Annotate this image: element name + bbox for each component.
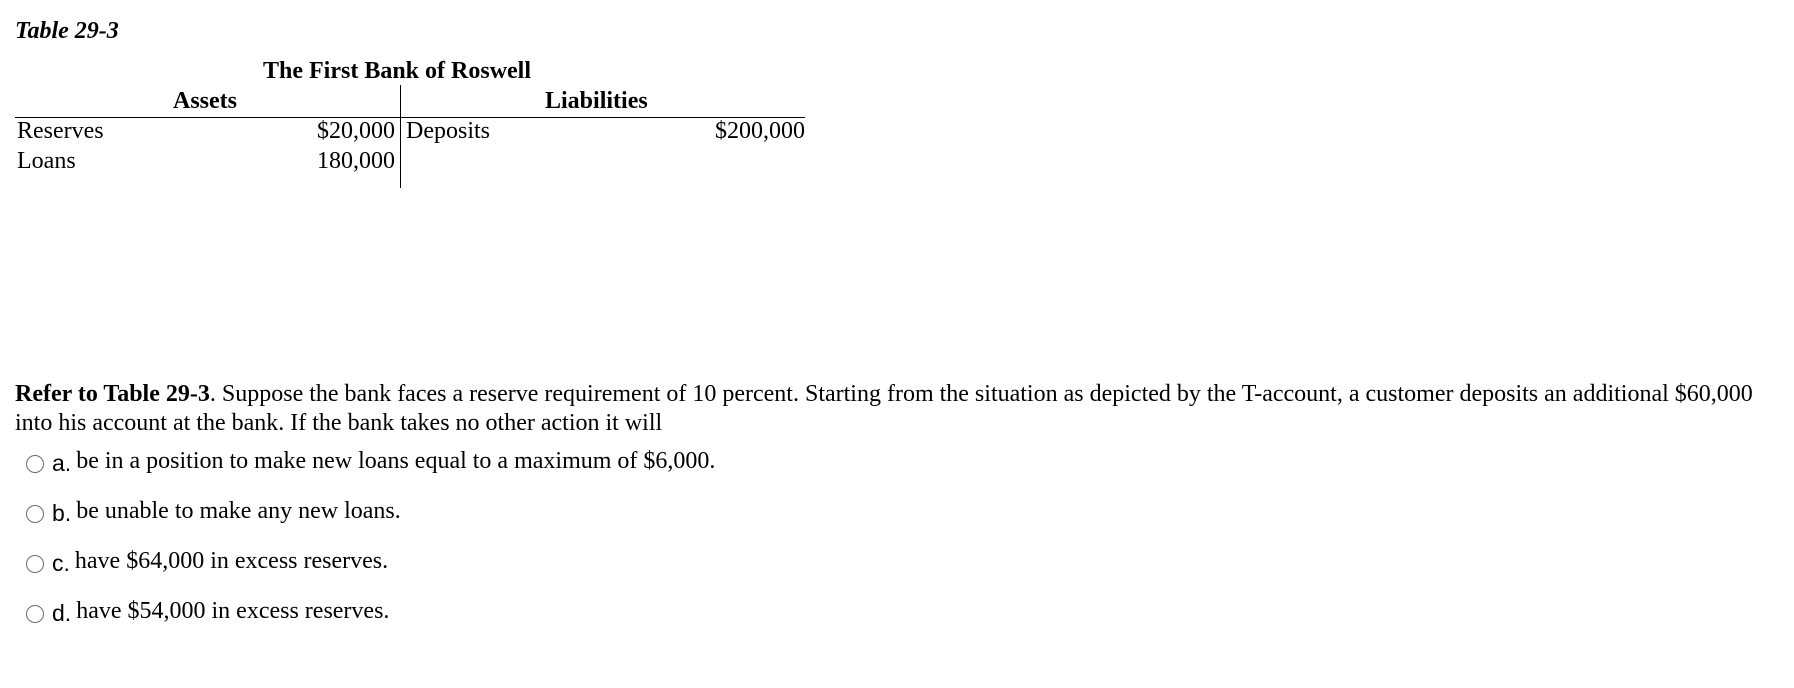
liabilities-heading: Liabilities [545,88,648,114]
asset-value-loans: 180,000 [317,148,395,174]
option-text: be in a position to make new loans equal to a maximum of $6,000. [76,448,716,474]
answer-options [26,445,1226,645]
t-account-row [15,118,805,148]
table-caption: Table 29-3 [15,18,119,44]
radio-button-c[interactable] [26,555,44,573]
option-a[interactable] [26,445,1226,495]
t-account-row [15,148,805,178]
option-letter: c. [52,550,70,576]
option-text: have $54,000 in excess reserves. [76,598,390,624]
asset-value-reserves: $20,000 [317,118,395,144]
asset-label-reserves: Reserves [17,118,104,144]
question-body: . Suppose the bank faces a reserve requirement of 10 percent. Starting from the situation as depicted by the T-account, a customer deposits an additional $60,000 into his account at the bank. If the bank takes no other action it will [15,381,1753,436]
asset-label-loans: Loans [17,148,76,174]
question-reference: Refer to Table 29-3 [15,381,210,407]
t-account [15,58,805,188]
option-text: have $64,000 in excess reserves. [74,548,389,574]
assets-heading: Assets [173,88,237,114]
option-d[interactable] [26,595,1226,645]
liability-value-deposits: $200,000 [715,118,805,144]
option-c[interactable] [26,545,1226,595]
radio-button-b[interactable] [26,505,44,523]
bank-name: The First Bank of Roswell [263,58,532,84]
option-letter: b. [52,500,72,526]
option-letter: a. [52,450,72,476]
liability-label-deposits: Deposits [406,118,490,144]
option-letter: d. [52,600,72,626]
radio-button-d[interactable] [26,605,44,623]
option-text: be unable to make any new loans. [76,498,401,524]
question-text [15,380,1755,438]
option-b[interactable] [26,495,1226,545]
radio-button-a[interactable] [26,455,44,473]
